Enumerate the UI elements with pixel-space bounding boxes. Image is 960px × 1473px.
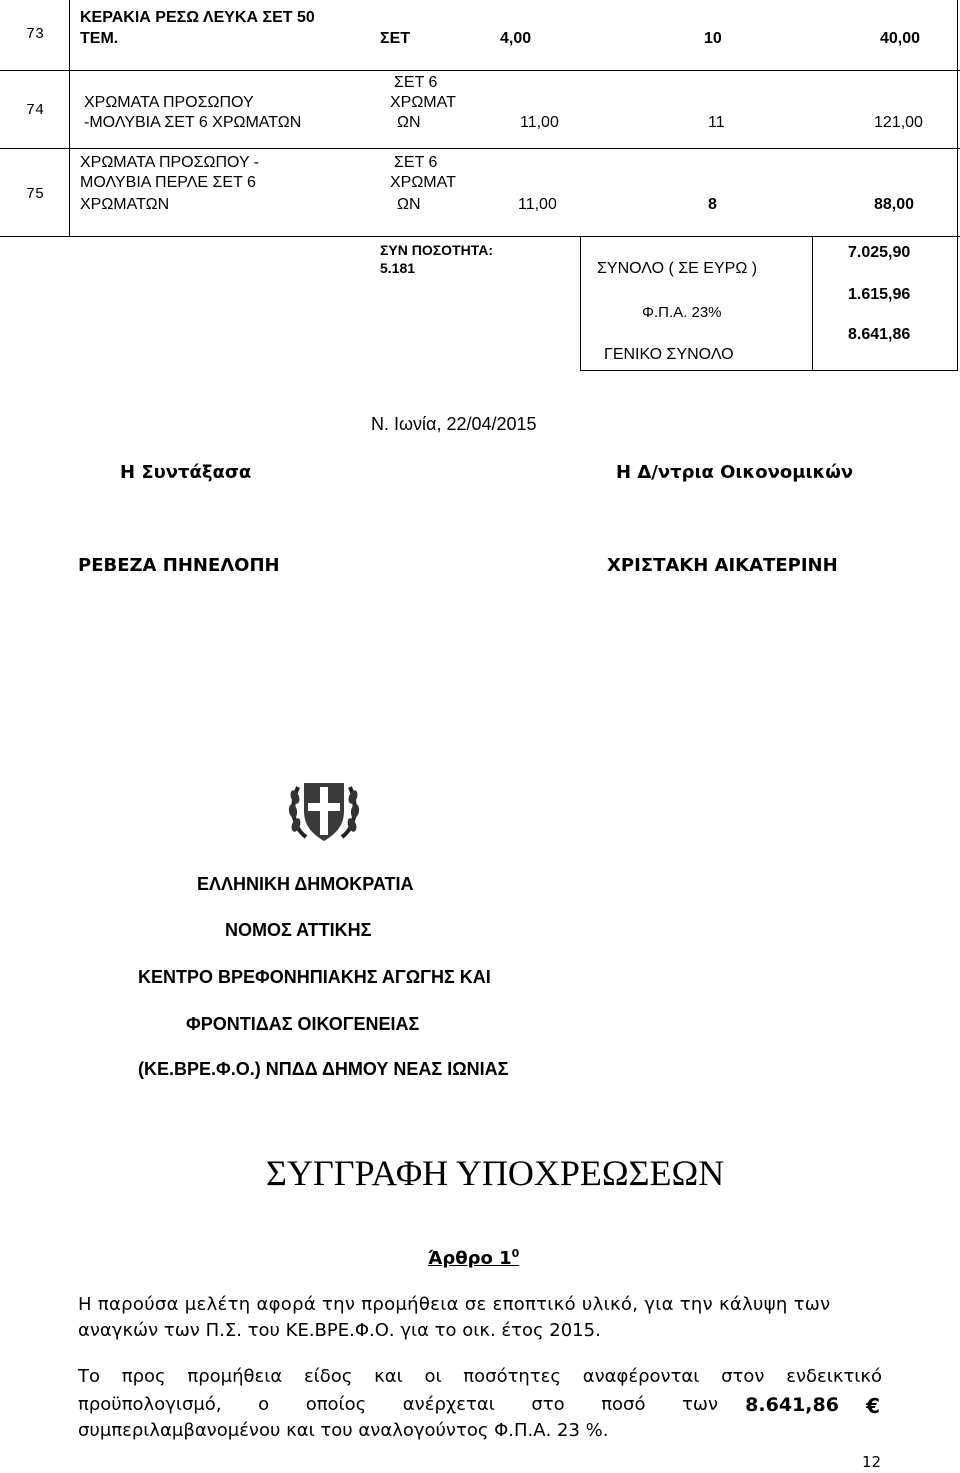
- paragraph-line: Το προς προμήθεια είδος και οι ποσότητες αναφέρονται στον ενδεικτικό: [78, 1366, 882, 1387]
- director-role: Η Δ/ντρια Οικονομικών: [616, 462, 854, 483]
- row-unit: ΧΡΩΜΑΤ: [390, 174, 456, 191]
- euro-symbol: €: [866, 1394, 880, 1418]
- row-price: 11,00: [518, 196, 557, 213]
- row-unit: ΣΕΤ 6: [394, 154, 438, 171]
- grand-total-label: ΓΕΝΙΚΟ ΣΥΝΟΛΟ: [604, 346, 734, 363]
- row-description: ΜΟΛΥΒΙΑ ΠΕΡΛΕ ΣΕΤ 6: [80, 174, 256, 191]
- row-description: ΤΕΜ.: [80, 30, 119, 47]
- grand-total-value: 8.641,86: [848, 326, 911, 343]
- total-quantity-label: ΣΥΝ ΠΟΣΟΤΗΤΑ:: [380, 242, 493, 258]
- subtotal-label: ΣΥΝΟΛΟ ( ΣΕ ΕΥΡΩ ): [597, 260, 758, 277]
- page-number: 12: [862, 1453, 882, 1471]
- header-line: ΦΡΟΝΤΙΔΑΣ ΟΙΚΟΓΕΝΕΙΑΣ: [186, 1014, 420, 1034]
- row-unit: ΩΝ: [397, 196, 421, 213]
- header-line: ΚΕΝΤΡΟ ΒΡΕΦΟΝΗΠΙΑΚΗΣ ΑΓΩΓΗΣ ΚΑΙ: [138, 967, 491, 987]
- amount-value: 8.641,86: [745, 1394, 839, 1416]
- vat-label: Φ.Π.Α. 23%: [642, 304, 722, 321]
- row-number: 73: [26, 26, 45, 43]
- row-quantity: 11: [708, 114, 725, 131]
- row-quantity: 8: [708, 196, 717, 213]
- row-quantity: 10: [704, 30, 722, 47]
- row-unit: ΣΕΤ 6: [394, 74, 438, 91]
- row-total: 88,00: [874, 196, 915, 213]
- row-description: ΚΕΡΑΚΙΑ ΡΕΣΩ ΛΕΥΚΑ ΣΕΤ 50: [80, 9, 315, 26]
- paragraph-line: αναγκών των Π.Σ. του ΚΕ.ΒΡΕ.Φ.Ο. για το οικ. έτος 2015.: [78, 1320, 601, 1341]
- row-price: 4,00: [500, 30, 532, 47]
- document-title: ΣΥΓΓΡΑΦΗ ΥΠΟΧΡΕΩΣΕΩΝ: [266, 1153, 725, 1193]
- article-heading: [428, 1247, 519, 1269]
- row-unit: ΣΕΤ: [380, 30, 411, 47]
- row-description: ΧΡΩΜΑΤΑ ΠΡΟΣΩΠΟΥ: [84, 94, 254, 111]
- row-price: 11,00: [520, 114, 559, 131]
- row-description: ΧΡΩΜΑΤΩΝ: [80, 196, 170, 213]
- paragraph-line: [78, 1394, 880, 1418]
- header-line: ΕΛΛΗΝΙΚΗ ΔΗΜΟΚΡΑΤΙΑ: [197, 874, 414, 894]
- article-superscript: 0: [511, 1247, 520, 1260]
- author-name: ΡΕΒΕΖΑ ΠΗΝΕΛΟΠΗ: [78, 555, 280, 576]
- vat-value: 1.615,96: [848, 286, 911, 303]
- row-number: 75: [26, 186, 45, 203]
- row-total: 121,00: [874, 114, 923, 131]
- row-total: 40,00: [880, 30, 921, 47]
- header-line: (ΚΕ.ΒΡΕ.Φ.Ο.) ΝΠΔΔ ΔΗΜΟΥ ΝΕΑΣ ΙΩΝΙΑΣ: [138, 1059, 509, 1079]
- paragraph-line: Η παρούσα μελέτη αφορά την προμήθεια σε εποπτικό υλικό, για την κάλυψη των: [78, 1294, 831, 1315]
- total-quantity-value: 5.181: [380, 260, 416, 276]
- row-description: ΧΡΩΜΑΤΑ ΠΡΟΣΩΠΟΥ -: [80, 154, 260, 171]
- paragraph-text: προϋπολογισμό, ο οποίος ανέρχεται στο ποσό των: [78, 1394, 718, 1415]
- author-role: Η Συντάξασα: [120, 462, 252, 483]
- row-unit: ΧΡΩΜΑΤ: [390, 94, 456, 111]
- row-unit: ΩΝ: [397, 114, 421, 131]
- coat-of-arms-icon: [286, 775, 362, 845]
- row-description: -ΜΟΛΥΒΙΑ ΣΕΤ 6 ΧΡΩΜΑΤΩΝ: [84, 114, 302, 131]
- paragraph-line: συμπεριλαμβανομένου και του αναλογούντος Φ.Π.Α. 23 %.: [78, 1420, 609, 1441]
- subtotal-value: 7.025,90: [848, 244, 911, 261]
- director-name: ΧΡΙΣΤΑΚΗ ΑΙΚΑΤΕΡΙΝΗ: [607, 555, 838, 576]
- article-label: Άρθρο 1: [428, 1248, 512, 1269]
- header-line: ΝΟΜΟΣ ΑΤΤΙΚΗΣ: [225, 920, 372, 940]
- row-number: 74: [26, 102, 45, 119]
- place-date: Ν. Ιωνία, 22/04/2015: [371, 414, 537, 434]
